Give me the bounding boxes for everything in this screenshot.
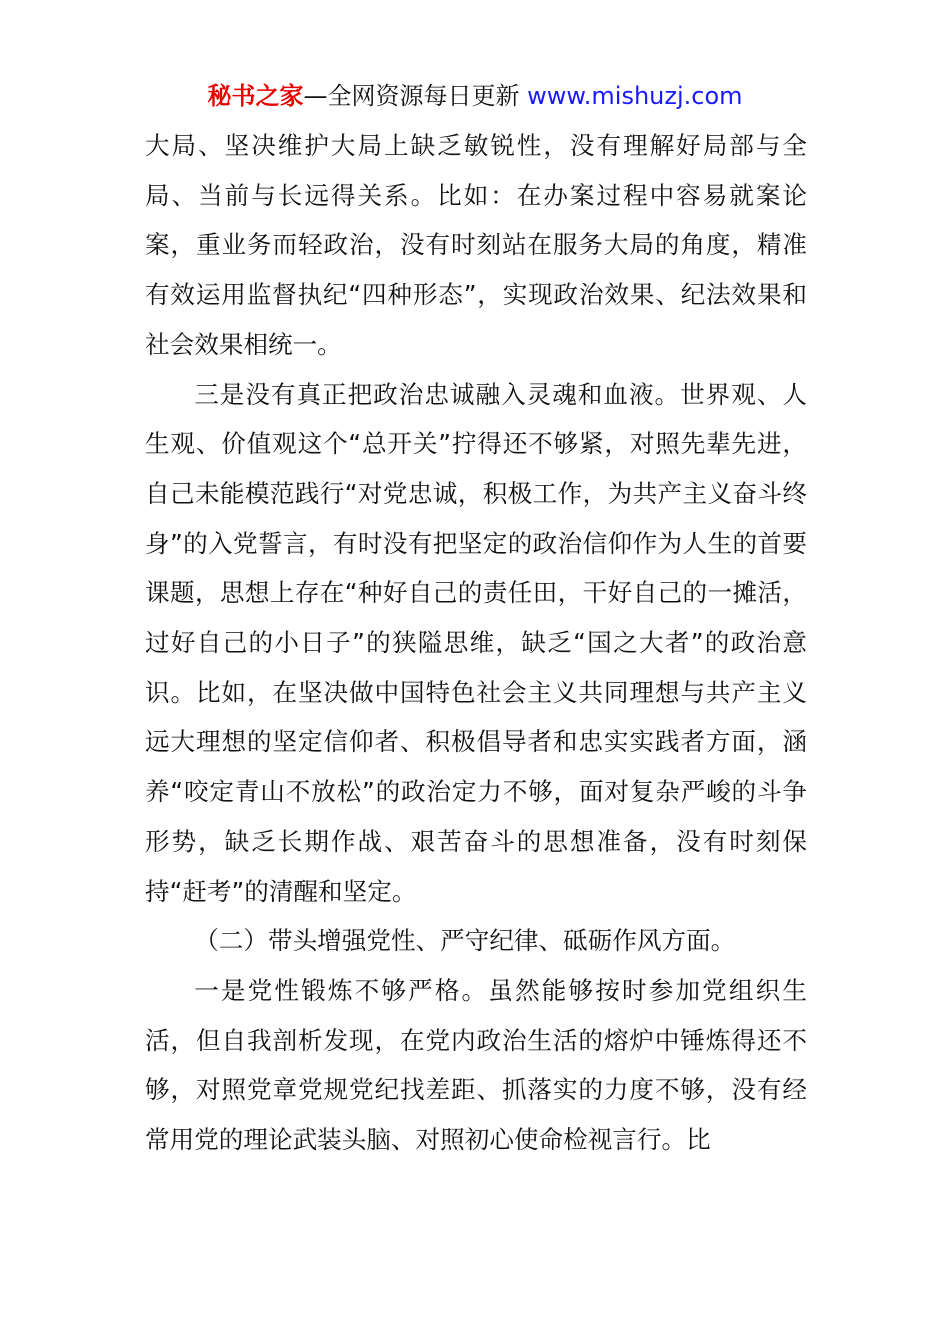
paragraph-point-three: 三是没有真正把政治忠诚融入灵魂和血液。世界观、人生观、价值观这个“总开关”拧得还不够紧，对照先辈先进，自己未能模范践行“对党忠诚，积极工作，为共产主义奋斗终身”的入党誓言，有时没有把坚定的政治信仰作为人生的首要课题，思想上存在“种好自己的责任田，干好自己的一摊活，过好自己的小日子”的狭隘思维，缺乏“国之大者”的政治意识。比如，在坚决做中国特色社会主义共同理想与共产主义远大理想的坚定信仰者、积极倡导者和忠实实践者方面，涵养“咬定青山不放松”的政治定力不够，面对复杂严峻的斗争形势，缺乏长期作战、艰苦奋斗的思想准备，没有时刻保持“赶考”的清醒和坚定。 (145, 379, 807, 906)
page-header (0, 80, 950, 112)
section-heading: （二）带头增强党性、严守纪律、砥砺作风方面。 (194, 926, 736, 956)
document-body (145, 121, 807, 1165)
paragraph-continuation: 大局、坚决维护大局上缺乏敏锐性，没有理解好局部与全局、当前与长远得关系。比如：在办案过程中容易就案论案，重业务而轻政治，没有时刻站在服务大局的角度，精准有效运用监督执纪“四种形态”，实现政治效果、纪法效果和社会效果相统一。 (145, 131, 807, 359)
header-brand: 秘书之家 (207, 82, 304, 110)
header-tagline: —全网资源每日更新 (303, 82, 520, 110)
header-site-link[interactable]: www.mishuzj.com (527, 82, 743, 110)
paragraph-point-one: 一是党性锻炼不够严格。虽然能够按时参加党组织生活，但自我剖析发现，在党内政治生活的熔炉中锤炼得还不够，对照党章党规党纪找差距、抓落实的力度不够，没有经常用党的理论武装头脑、对照初心使命检视言行。比 (145, 975, 807, 1155)
